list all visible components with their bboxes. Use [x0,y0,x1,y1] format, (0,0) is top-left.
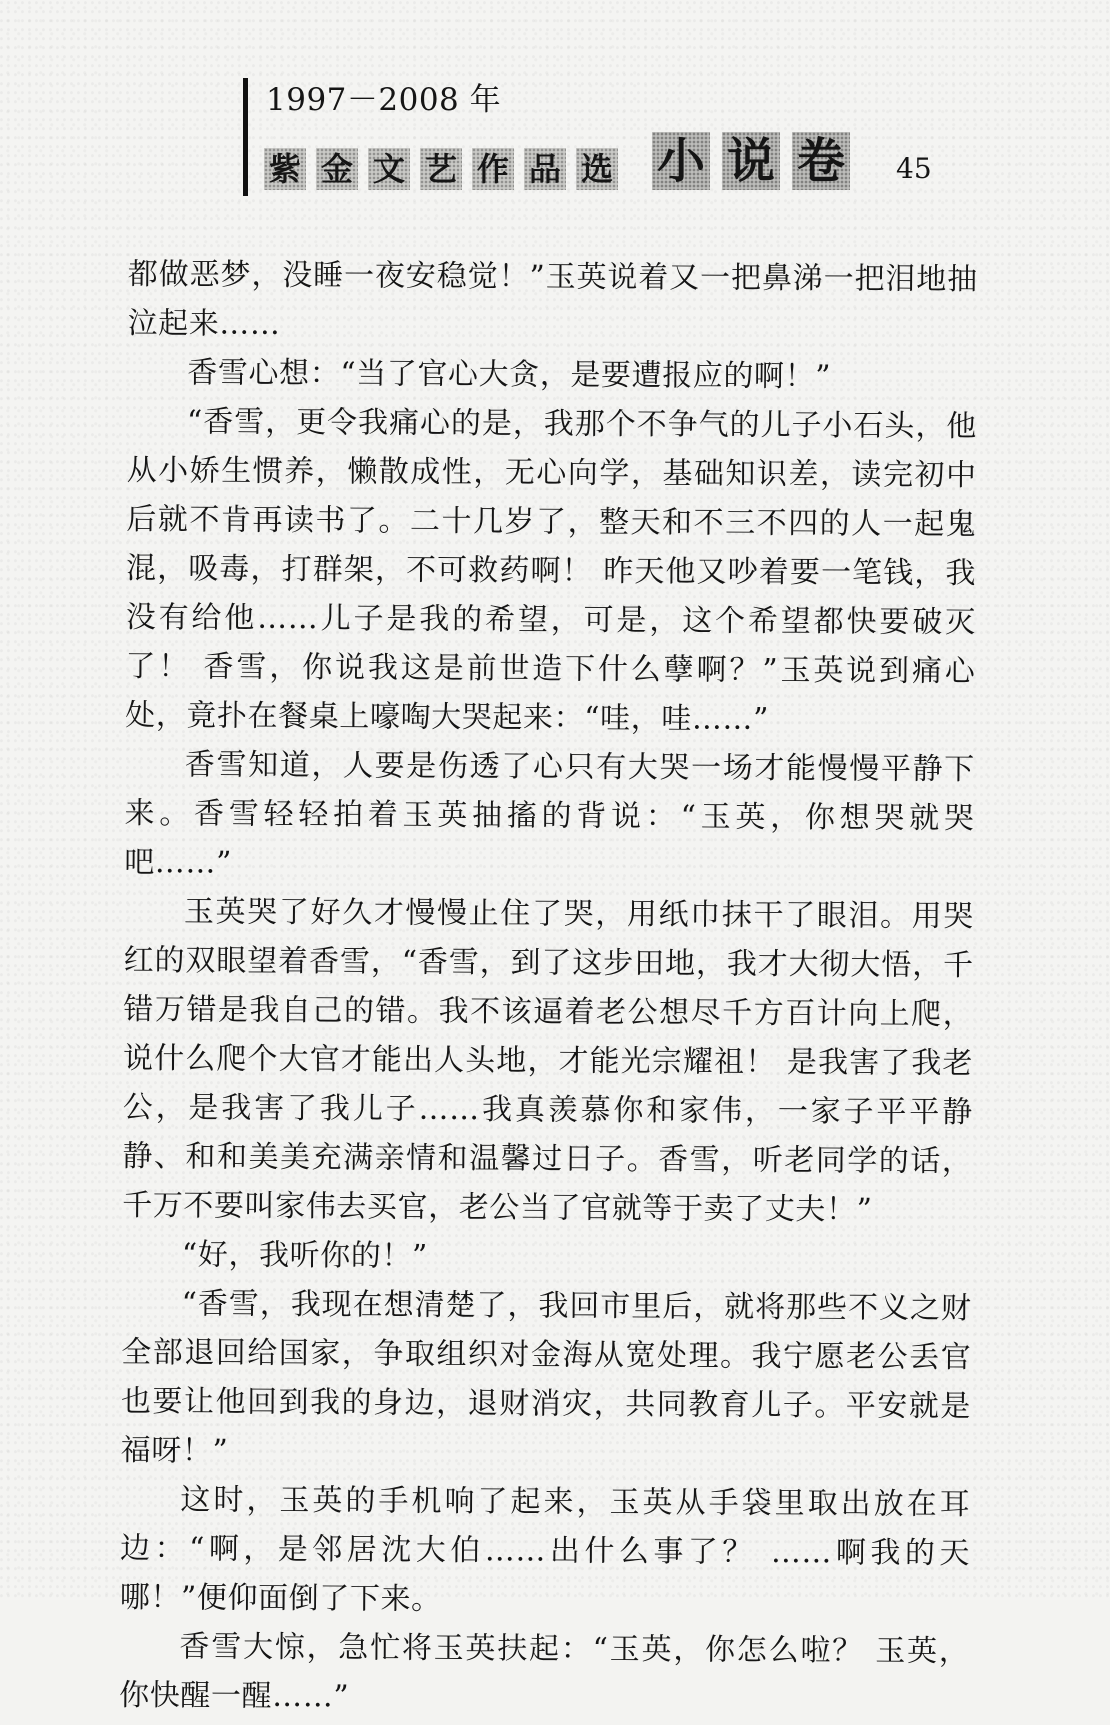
paragraph: “香雪，更令我痛心的是，我那个不争气的儿子小石头，他从小娇生惯养，懒散成性，无心向学，基础知识差，读完初中后就不肯再读书了。二十几岁了，整天和不三不四的人一起鬼混，吸毒，打群架，不可救药啊！ 昨天他又吵着要一笔钱，我没有给他……儿子是我的希望，可是，这个希望都快要破灭了！ 香雪，你说我这是前世造下什么孽啊？”玉英说到痛心处，竟扑在餐桌上嚎啕大哭起来：“哇，哇……” [125,404,978,737]
paragraph: 都做恶梦，没睡一夜安稳觉！”玉英说着又一把鼻涕一把泪地抽泣起来…… [127,256,978,342]
series-title-char: 品 [524,148,566,190]
paragraph: “好，我听你的！” [181,1237,429,1274]
series-title-char: 作 [472,148,514,190]
header-title [264,128,862,190]
header-year-range: 1997－2008 年 [266,82,502,118]
volume-title-char: 卷 [792,132,850,190]
paragraph: 香雪知道，人要是伤透了心只有大哭一场才能慢慢平静下来。香雪轻轻拍着玉英抽搐的背说：“玉英，你想哭就哭吧……” [124,747,975,881]
volume-title-char: 小 [652,132,710,190]
paragraph: 香雪大惊，急忙将玉英扶起：“玉英，你怎么啦？ 玉英，你快醒一醒……” [119,1629,970,1715]
page-number: 45 [896,152,932,185]
series-title-char: 艺 [420,148,462,190]
paragraph: 玉英哭了好久才慢慢止住了哭，用纸巾抹干了眼泪。用哭红的双眼望着香雪，“香雪，到了这步田地，我才大彻大悟，千错万错是我自己的错。我不该逼着老公想尽千方百计向上爬，说什么爬个大官才能出人头地，才能光宗耀祖！ 是我害了我老公，是我害了我儿子……我真羡慕你和家伟，一家子平平静静、和和美美充满亲情和温馨过日子。香雪，听老同学的话，千万不要叫家伟去买官，老公当了官就等于卖了丈夫！” [122,894,975,1228]
volume-title-char: 说 [722,132,780,190]
header-vertical-rule [243,78,248,196]
series-title-char: 金 [316,148,358,190]
paragraph: “香雪，我现在想清楚了，我回市里后，就将那些不义之财全部退回给国家，争取组织对金海从宽处理。我宁愿老公丢官也要让他回到我的身边，退财消灾，共同教育儿子。平安就是福呀！” [120,1286,972,1469]
paragraph: 香雪心想：“当了官心大贪，是要遭报应的啊！” [187,355,832,395]
series-title-char: 选 [576,148,618,190]
paragraph: 这时，玉英的手机响了起来，玉英从手袋里取出放在耳边：“啊，是邻居沈大伯……出什么事了？ ……啊我的天哪！”便仰面倒了下来。 [119,1482,971,1617]
series-title-char: 文 [368,148,410,190]
body-text [119,250,978,1725]
series-title-char: 紫 [264,148,306,190]
